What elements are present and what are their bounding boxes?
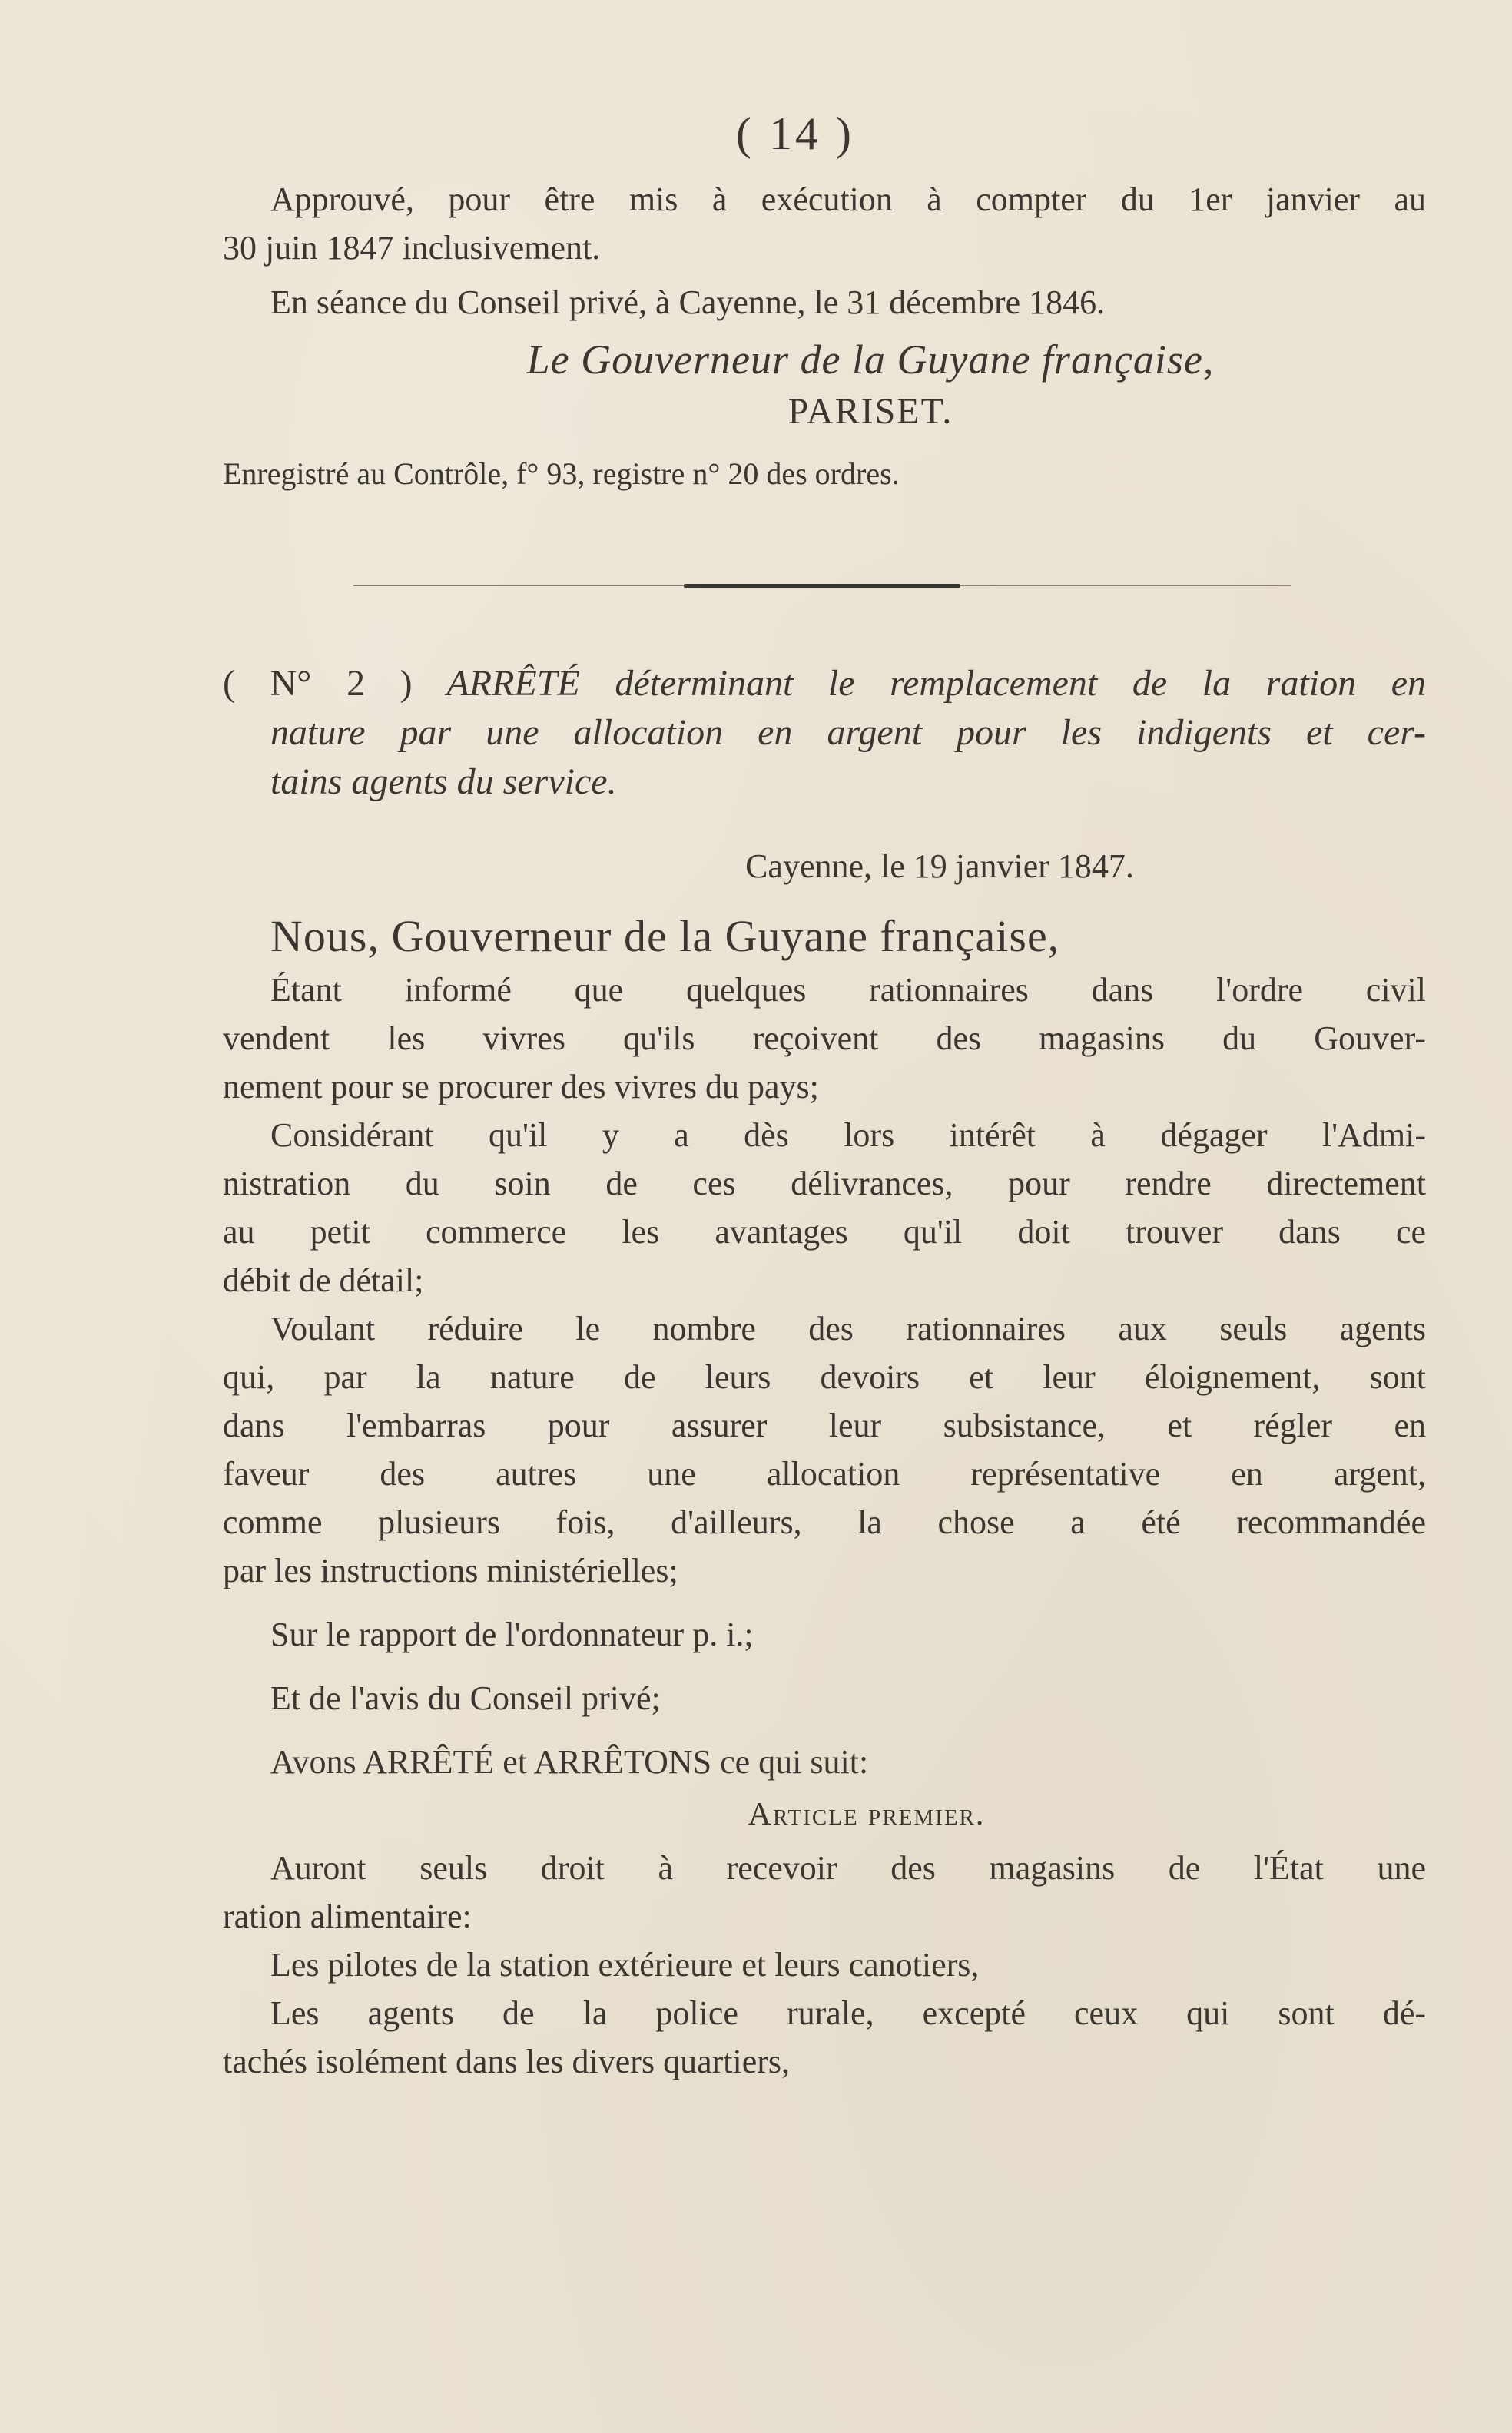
considerant-1: Étant informé que quelques rationnaires dans l'ordre civil vendent les vivres qu'ils reçoivent des magasins du Gouver- nement pour se procurer des vivres du pays; (223, 971, 1426, 1105)
article-heading: Article premier. (748, 1797, 986, 1832)
governor-name: PARISET. (788, 391, 953, 432)
approval-line-2: 30 juin 1847 inclusivement. (223, 229, 601, 267)
arrete-title-line-2: nature par une allocation en argent pour les indigents et cer- (270, 712, 1426, 753)
rapport-line: Sur le rapport de l'ordonnateur p. i.; (270, 1616, 754, 1653)
registration-line: Enregistré au Contrôle, f° 93, registre n° 20 des ordres. (223, 456, 900, 491)
section-divider (353, 584, 1291, 588)
approval-line-1: Approuvé, pour être mis à exécution à compter du 1er janvier au (270, 181, 1426, 218)
considerant-2: Considérant qu'il y a dès lors intérêt à dégager l'Admi- nistration du soin de ces délivrances, pour rendre directement au petit commerce les avantages qu'il doit trouver dans ce débit de détail; (223, 1116, 1426, 1299)
arrete-number: ( N° 2 ) (223, 663, 413, 704)
place-date: Cayenne, le 19 janvier 1847. (745, 847, 1134, 885)
seance-line: En séance du Conseil privé, à Cayenne, le 31 décembre 1846. (270, 283, 1106, 321)
arrete-title-line-3: tains agents du service. (270, 761, 617, 802)
page-number: ( 14 ) (736, 108, 854, 159)
article-body: Auront seuls droit à recevoir des magasins de l'État une ration alimentaire: (223, 1849, 1426, 1935)
list-item: Les pilotes de la station extérieure et leurs canotiers, (270, 1946, 980, 1984)
arrete-section (223, 659, 1426, 2086)
avons-line: Avons ARRÊTÉ et ARRÊTONS ce qui suit: (270, 1743, 869, 1781)
divider-thick-line (684, 584, 960, 588)
list-item: Les agents de la police rurale, excepté ceux qui sont dé- tachés isolément dans les divers quartiers, (223, 1994, 1426, 2080)
approval-section (223, 175, 1426, 498)
governor-title: Le Gouverneur de la Guyane française, (526, 336, 1215, 383)
avis-line: Et de l'avis du Conseil privé; (270, 1679, 661, 1717)
arrete-title-line-1: ( N° 2 ) ARRÊTÉ déterminant le remplacement de la ration en (223, 663, 1427, 704)
considerant-3: Voulant réduire le nombre des rationnaires aux seuls agents qui, par la nature de leurs devoirs et leur éloignement, sont dans l'embarras pour assurer leur subsistance, et régler en faveur des autres une allocation représentative en argent, comme plusieurs fois, d'ailleurs, la chose a été recommandée par les instructions ministérielles; (223, 1310, 1426, 1589)
opening-line: Nous, Gouverneur de la Guyane française, (270, 911, 1060, 961)
